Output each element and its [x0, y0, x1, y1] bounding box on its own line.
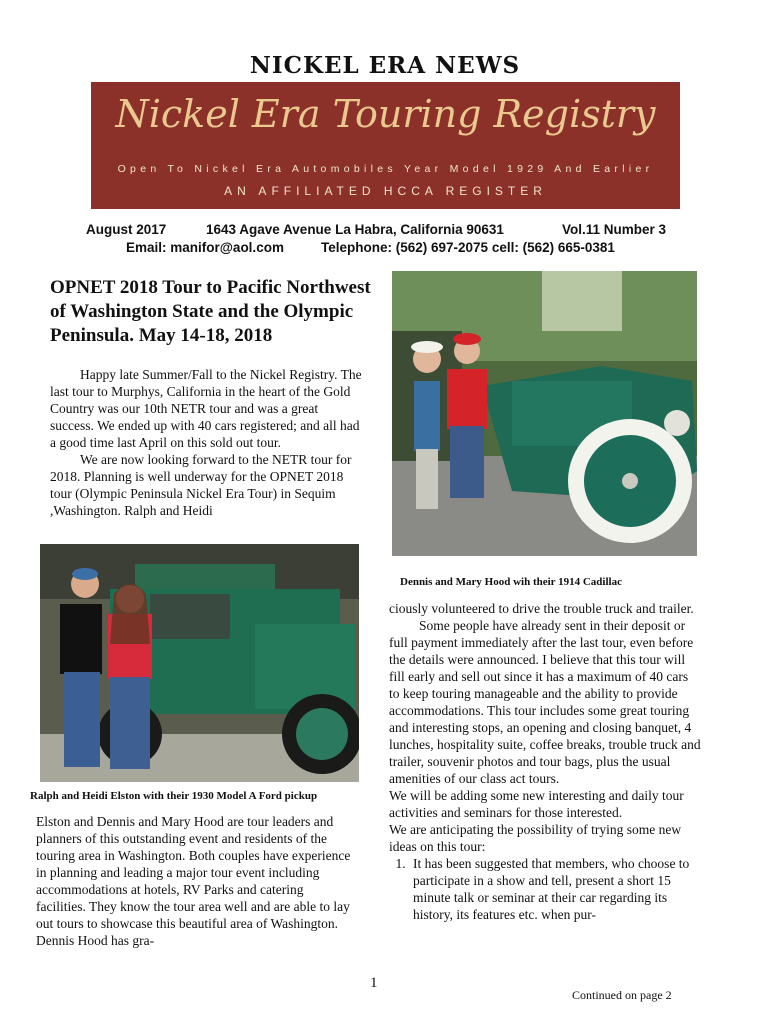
list-item: 1. It has been suggested that members, who choose to participate in a show and tell, present a short 15 minute talk or seminar at their car regarding its history, its features etc. when pur- — [409, 855, 701, 923]
registry-banner — [91, 82, 680, 209]
article-headline: OPNET 2018 Tour to Pacific Northwest of Washington State and the Olympic Peninsula. May 14-18, 2018 — [50, 277, 371, 346]
photo-cadillac — [392, 271, 697, 556]
email: Email: manifor@aol.com — [126, 240, 284, 255]
article-column-left-bottom — [36, 813, 356, 949]
volume-number: Vol.11 Number 3 — [562, 222, 667, 237]
paragraph: Happy late Summer/Fall to the Nickel Registry. The last tour to Murphys, California in the heart of the Gold Country was our 10th NETR tour and was a great success. We ended up with 40 cars registered; and all had a good time last April on this sold out tour. — [50, 367, 362, 450]
masthead-title: NICKEL ERA NEWS — [249, 52, 521, 79]
ideas-list — [389, 855, 701, 923]
caption-model-a-ford: Ralph and Heidi Elston with their 1930 Model A Ford pickup — [30, 790, 318, 802]
paragraph: Elston and Dennis and Mary Hood are tour leaders and planners of this outstanding event and residents of the touring area in Washington. Both couples have experience in planning and leading a major tour event including accommodations at hotels, RV Parks and catering facilities. They know the tour area well and are able to lay out tours to showcase this beautiful area of Washington. Dennis Hood has gra- — [36, 814, 351, 948]
telephone: Telephone: (562) 697-2075 cell: (562) 665-0381 — [321, 240, 615, 255]
issue-date: August 2017 — [86, 222, 167, 237]
paragraph: We will be adding some new interesting and daily tour activities and seminars for those interested. — [389, 788, 684, 820]
info-line-1 — [0, 222, 770, 242]
paragraph: We are anticipating the possibility of trying some new ideas on this tour: — [389, 822, 682, 854]
caption-cadillac: Dennis and Mary Hood wih their 1914 Cadillac — [400, 576, 622, 588]
banner-subtitle: Open To Nickel Era Automobiles Year Model 1929 And Earlier — [117, 163, 654, 175]
photo-model-a-ford — [40, 544, 359, 782]
paragraph: ciously volunteered to drive the trouble truck and trailer. — [389, 601, 694, 616]
continued-note: Continued on page 2 — [572, 988, 672, 1002]
paragraph: Some people have already sent in their deposit or full payment immediately after the last tour, even before the details were announced. I believe that this tour will fill early and sell out since it has a maximum of 40 cars to keep touring manageable and the ability to provide accommodations. This tour includes some great touring and interesting stops, an opening and closing banquet, 4 lunches, hospitality suite, coffee breaks, trouble truck and trailer, souvenir photos and tour bags, plus the usual amenities of our class act tours. — [389, 618, 701, 786]
page-number: 1 — [370, 975, 378, 991]
info-line-2 — [0, 240, 770, 260]
address: 1643 Agave Avenue La Habra, California 90631 — [206, 222, 504, 237]
banner-title: Nickel Era Touring Registry — [115, 92, 656, 136]
paragraph: We are now looking forward to the NETR tour for 2018. Planning is well underway for the OPNET 2018 tour (Olympic Peninsula Nickel Era Tour) in Sequim ,Washington. Ralph and Heidi — [50, 452, 352, 518]
article-column-right — [389, 600, 701, 923]
article-column-left-top — [50, 366, 362, 519]
banner-affiliation: AN AFFILIATED HCCA REGISTER — [224, 184, 547, 198]
